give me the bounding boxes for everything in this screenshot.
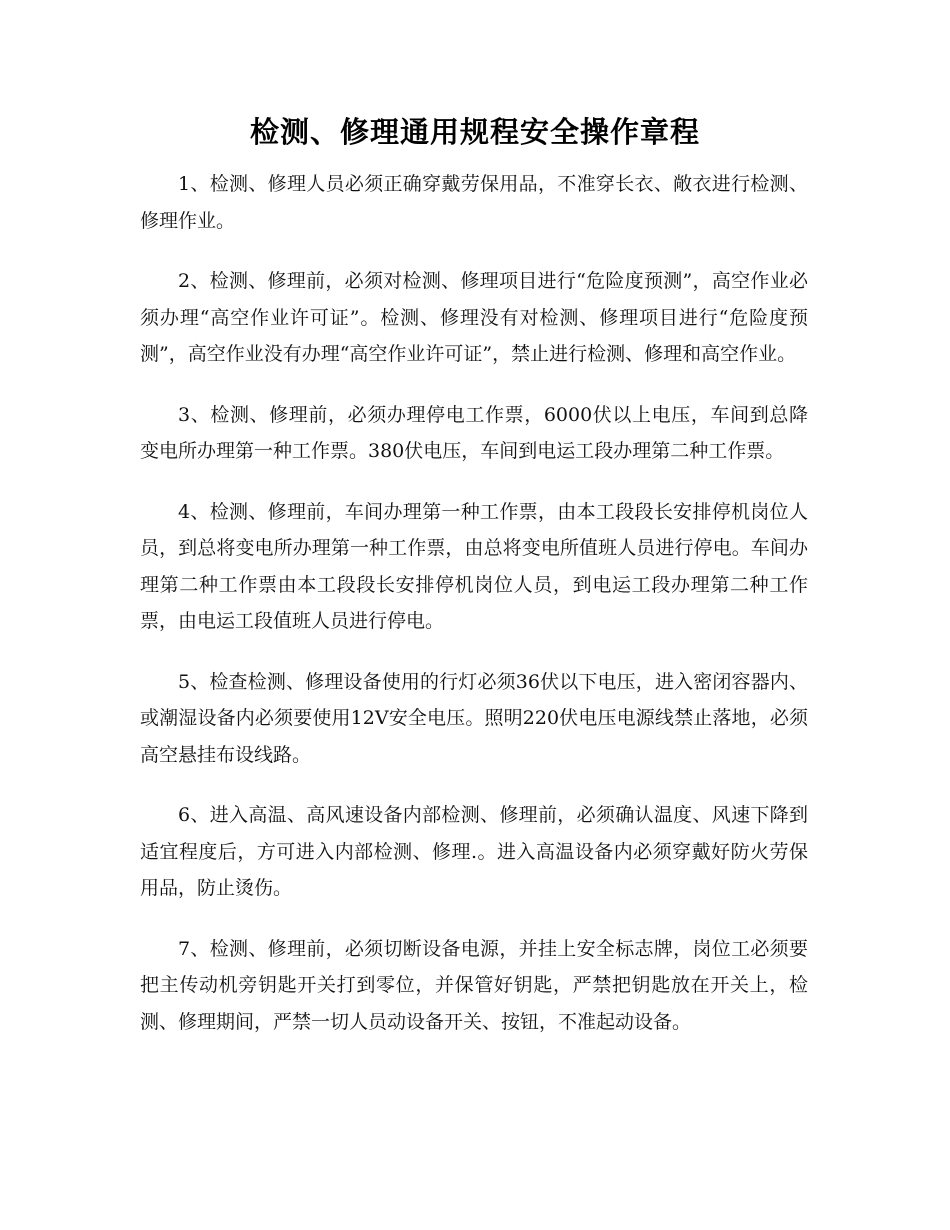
paragraph-5: 5、检查检测、修理设备使用的行灯必须36伏以下电压，进入密闭容器内、或潮湿设备内必须要使用12V安全电压。照明220伏电压电源线禁止落地，必须高空悬挂布设线路。: [140, 670, 808, 766]
paragraph-1: 1、检测、修理人员必须正确穿戴劳保用品，不准穿长衣、敞衣进行检测、修理作业。: [140, 173, 808, 232]
document-body: [140, 166, 808, 1064]
paragraph-2: 2、检测、修理前，必须对检测、修理项目进行“危险度预测”，高空作业必须办理“高空作业许可证”。检测、修理没有对检测、修理项目进行“危险度预测”，高空作业没有办理“高空作业许可证”，禁止进行检测、修理和高空作业。: [140, 270, 808, 365]
document-title: 检测、修理通用规程安全操作章程: [249, 115, 700, 149]
paragraph-4: 4、检测、修理前，车间办理第一种工作票，由本工段段长安排停机岗位人员，到总将变电所办理第一种工作票，由总将变电所值班人员进行停电。车间办理第二种工作票由本工段段长安排停机岗位人员，到电运工段办理第二种工作票，由电运工段值班人员进行停电。: [140, 500, 808, 632]
paragraph-3: 3、检测、修理前，必须办理停电工作票，6000伏以上电压，车间到总降变电所办理第一种工作票。380伏电压，车间到电运工段办理第二种工作票。: [140, 403, 808, 462]
paragraph-6: 6、进入高温、高风速设备内部检测、修理前，必须确认温度、风速下降到适宜程度后，方可进入内部检测、修理.。进入高温设备内必须穿戴好防火劳保用品，防止烫伤。: [140, 804, 808, 899]
paragraph-7: 7、检测、修理前，必须切断设备电源，并挂上安全标志牌，岗位工必须要把主传动机旁钥匙开关打到零位，并保管好钥匙，严禁把钥匙放在开关上，检测、修理期间，严禁一切人员动设备开关、按钮，不准起动设备。: [140, 937, 808, 1033]
